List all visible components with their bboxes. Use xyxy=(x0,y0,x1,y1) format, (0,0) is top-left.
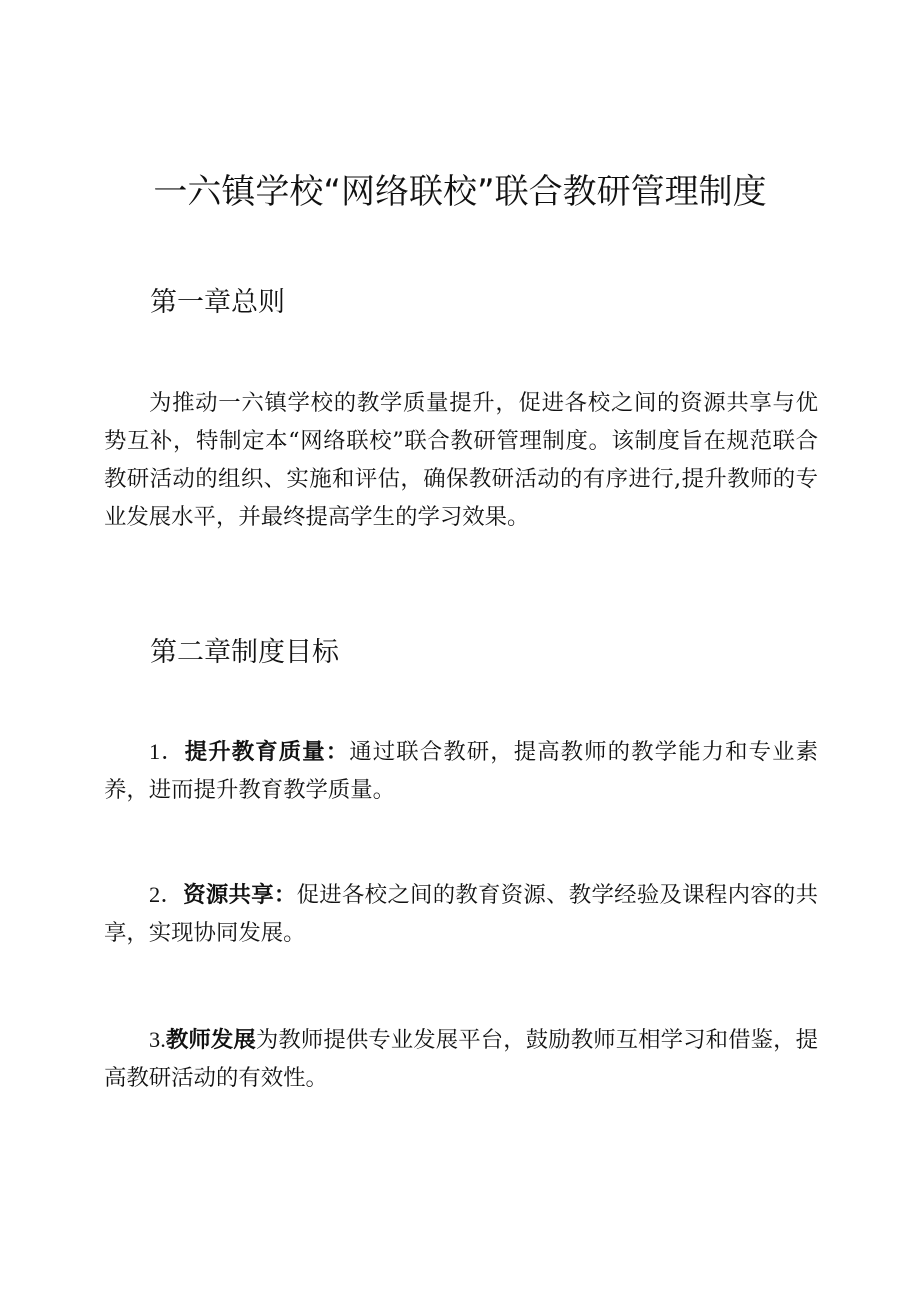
goal-item-text: 为教师提供专业发展平台，鼓励教师互相学习和借鉴，提高教研活动的有效性。 xyxy=(104,1027,819,1091)
goal-item-2 xyxy=(104,876,818,952)
document-title: 一六镇学校“网络联校”联合教研管理制度 xyxy=(153,172,767,212)
goal-item-text: 通过联合教研，提高教师的教学能力和专业素养，进而提升教育教学质量。 xyxy=(104,739,819,803)
goal-item-number: 3. xyxy=(149,1027,166,1052)
goal-item-lead: 提升教育质量： xyxy=(184,739,350,765)
goal-item-3 xyxy=(104,1021,818,1097)
chapter-1-heading: 第一章总则 xyxy=(150,287,285,318)
goal-item-number: 2． xyxy=(149,882,184,907)
goal-item-1 xyxy=(104,733,818,809)
chapter-1-paragraph: 为推动一六镇学校的教学质量提升，促进各校之间的资源共享与优势互补，特制定本“网络联校”联合教研管理制度。该制度旨在规范联合教研活动的组织、实施和评估，确保教研活动的有序进行,提升教师的专业发展水平，并最终提高学生的学习效果。 xyxy=(104,390,818,530)
goal-item-text: 促进各校之间的教育资源、教学经验及课程内容的共享，实现协同发展。 xyxy=(104,882,819,946)
chapter-2-heading: 第二章制度目标 xyxy=(150,637,339,668)
goal-item-number: 1． xyxy=(149,739,185,764)
goal-item-lead: 资源共享： xyxy=(183,882,297,908)
goal-item-lead: 教师发展 xyxy=(165,1027,256,1053)
